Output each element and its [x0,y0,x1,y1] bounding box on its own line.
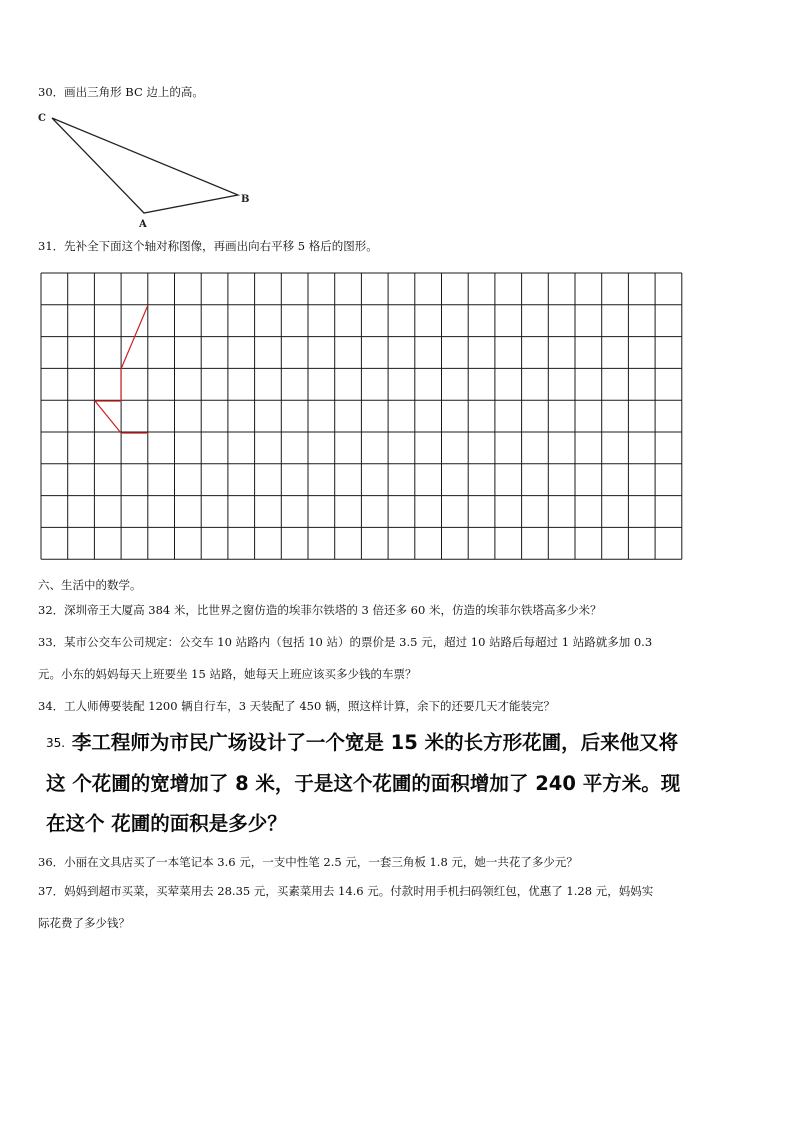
question-33-line1: 33．某市公交车公司规定：公交车 10 站路内（包括 10 站）的票价是 3.5 元，超过 10 站路后每超过 1 站路就多加 0.3 [38,635,653,649]
vertex-a-label: A [139,219,147,230]
question-37-line2: 际花费了多少钱？ [38,916,130,930]
question-34: 34．工人师傅要装配 1200 辆自行车，3 天装配了 450 辆，照这样计算，余下的还要几天才能装完？ [38,699,555,713]
question-37-line1: 37．妈妈到超市买菜，买荤菜用去 28.35 元，买素菜用去 14.6 元。付款时用手机扫码领红包，优惠了 1.28 元，妈妈实 [38,884,654,898]
question-32: 32．深圳帝王大厦高 384 米，比世界之窗仿造的埃菲尔铁塔的 3 倍还多 60 米，仿造的埃菲尔铁塔高多少米？ [38,603,602,617]
question-35-line2: 这 个花圃的宽增加了 8 米，于是这个花圃的面积增加了 240 平方米。现 [46,772,681,795]
question-30: 30．画出三角形 BC 边上的高。 [38,85,204,99]
section-6-title: 六、生活中的数学。 [38,578,142,592]
vertex-c-label: C [38,113,46,124]
vertex-b-label: B [241,194,250,205]
question-31: 31．先补全下面这个轴对称图像，再画出向右平移 5 格后的图形。 [38,239,378,253]
question-36: 36．小丽在文具店买了一本笔记本 3.6 元，一支中性笔 2.5 元，一套三角板 1.8 元，她一共花了多少元？ [38,855,578,869]
question-35-number: 35. [46,736,66,750]
question-35-line1 [46,730,678,758]
question-33-line2: 元。小东的妈妈每天上班要坐 15 站路，她每天上班应该买多少钱的车票？ [38,667,417,681]
question-35-line3: 在这个 花圃的面积是多少？ [46,812,287,835]
grid-lines [41,273,682,559]
question-35-text1: 李工程师为市民广场设计了一个宽是 15 米的长方形花圃，后来他又将 [71,731,679,754]
